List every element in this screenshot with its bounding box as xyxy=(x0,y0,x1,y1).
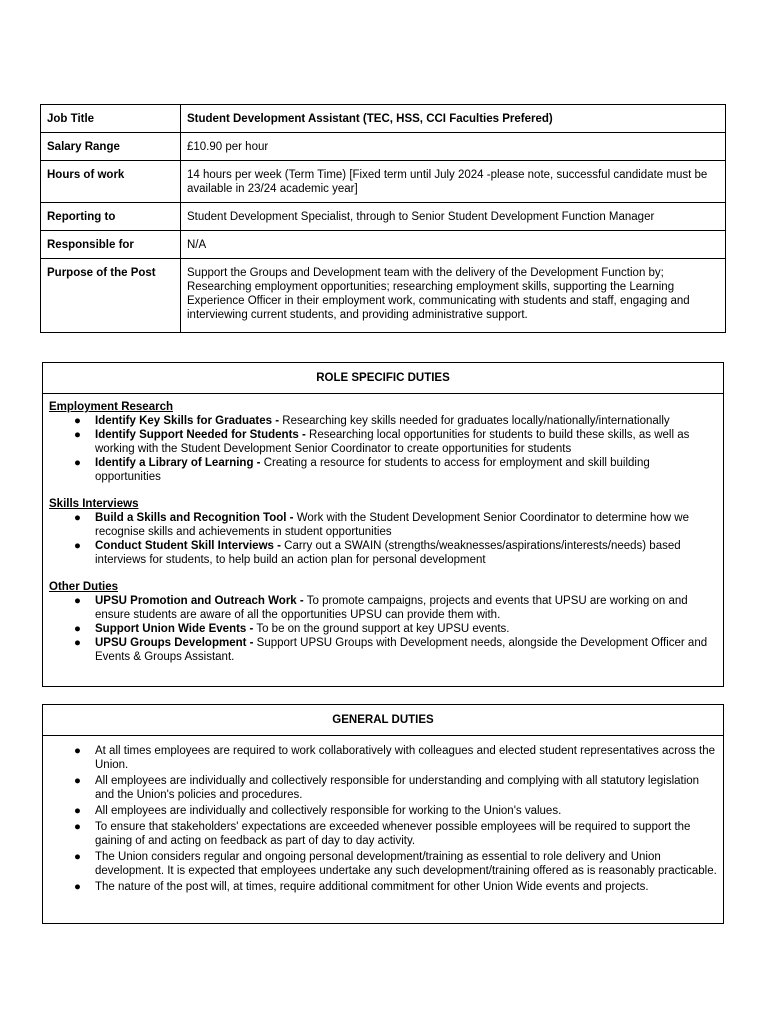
info-value: Support the Groups and Development team with the delivery of the Development Function by; Researching employment opportunities; researching employment skills, supporting the Learning Experience Officer in their employment work, communicating with students and staff, engaging and interviewing current students, and providing administrative support. xyxy=(181,259,726,333)
bullet-icon: ● xyxy=(74,457,81,469)
role-specific-duties-section xyxy=(42,362,724,687)
job-info-table xyxy=(40,104,726,333)
section-body xyxy=(43,736,723,902)
general-duty-text: To ensure that stakeholders' expectations are exceeded whenever possible employees will be required to support the gaining of and acting on feedback as part of day to day activity. xyxy=(95,821,691,847)
list-item xyxy=(49,622,717,636)
info-label: Salary Range xyxy=(41,133,181,161)
info-value: 14 hours per week (Term Time) [Fixed term until July 2024 -please note, successful candidate must be available in 23/24 academic year] xyxy=(181,161,726,203)
duty-title: Conduct Student Skill Interviews - xyxy=(95,540,281,552)
list-item xyxy=(49,414,717,428)
bullet-icon: ● xyxy=(74,851,81,863)
general-duty-text: The nature of the post will, at times, require additional commitment for other Union Wide events and projects. xyxy=(95,881,649,893)
duty-list xyxy=(49,414,717,484)
section-header: ROLE SPECIFIC DUTIES xyxy=(43,363,723,394)
general-duties-section xyxy=(42,704,724,924)
duty-text: Researching key skills needed for graduates locally/nationally/internationally xyxy=(279,415,670,427)
list-item xyxy=(49,511,717,539)
section-header: GENERAL DUTIES xyxy=(43,705,723,736)
bullet-icon: ● xyxy=(74,429,81,441)
bullet-icon: ● xyxy=(74,540,81,552)
list-item xyxy=(49,744,717,772)
info-value: N/A xyxy=(181,231,726,259)
duty-title: Identify Key Skills for Graduates - xyxy=(95,415,280,427)
duty-group-heading: Employment Research xyxy=(49,401,173,413)
bullet-icon: ● xyxy=(74,623,81,635)
duty-group-employment-research xyxy=(49,400,717,484)
info-row-salary-range xyxy=(41,133,726,161)
section-body xyxy=(43,394,723,670)
duty-group-other-duties xyxy=(49,580,717,664)
duty-group-heading: Skills Interviews xyxy=(49,498,139,510)
general-duty-text: All employees are individually and collectively responsible for working to the Union's values. xyxy=(95,805,562,817)
duty-list xyxy=(49,511,717,567)
list-item xyxy=(49,804,717,818)
duty-text: Researching local opportunities for students to build these skills, as well as working with the Student Development Senior Coordinator to create opportunities for students xyxy=(95,429,690,455)
bullet-icon: ● xyxy=(74,775,81,787)
info-value: Student Development Assistant (TEC, HSS, CCI Faculties Prefered) xyxy=(181,105,726,133)
info-row-job-title xyxy=(41,105,726,133)
info-value: Student Development Specialist, through to Senior Student Development Function Manager xyxy=(181,203,726,231)
list-item xyxy=(49,880,717,894)
duty-text: Support UPSU Groups with Development needs, alongside the Development Officer and Events & Groups Assistant. xyxy=(95,637,708,663)
list-item xyxy=(49,428,717,456)
duty-list xyxy=(49,594,717,664)
bullet-icon: ● xyxy=(74,637,81,649)
list-item xyxy=(49,539,717,567)
list-item xyxy=(49,774,717,802)
info-label: Hours of work xyxy=(41,161,181,203)
info-label: Responsible for xyxy=(41,231,181,259)
info-row-responsible-for xyxy=(41,231,726,259)
bullet-icon: ● xyxy=(74,881,81,893)
bullet-icon: ● xyxy=(74,821,81,833)
duty-text: Creating a resource for students to access for employment and skill building opportunities xyxy=(95,457,650,483)
duty-text: Carry out a SWAIN (strengths/weaknesses/aspirations/interests/needs) based interviews for students, to help build an action plan for personal development xyxy=(95,540,681,566)
info-label: Reporting to xyxy=(41,203,181,231)
info-label: Purpose of the Post xyxy=(41,259,181,333)
list-item xyxy=(49,456,717,484)
general-duty-text: The Union considers regular and ongoing personal development/training as essential to role delivery and Union development. It is expected that employees undertake any such development/training offered as is reasonably practicable. xyxy=(95,851,717,877)
info-row-hours-of-work xyxy=(41,161,726,203)
duty-group-skills-interviews xyxy=(49,497,717,567)
list-item xyxy=(49,850,717,878)
list-item xyxy=(49,594,717,622)
duty-text: To be on the ground support at key UPSU events. xyxy=(253,623,510,635)
general-duty-text: At all times employees are required to work collaboratively with colleagues and elected student representatives across the Union. xyxy=(95,745,716,771)
duty-title: UPSU Promotion and Outreach Work - xyxy=(95,595,304,607)
bullet-icon: ● xyxy=(74,512,81,524)
duty-title: Build a Skills and Recognition Tool - xyxy=(95,512,294,524)
duty-group-heading: Other Duties xyxy=(49,581,119,593)
list-item xyxy=(49,820,717,848)
duty-title: Identify a Library of Learning - xyxy=(95,457,261,469)
duty-title: Support Union Wide Events - xyxy=(95,623,254,635)
list-item xyxy=(49,636,717,664)
duty-title: UPSU Groups Development - xyxy=(95,637,254,649)
bullet-icon: ● xyxy=(74,595,81,607)
duty-text: To promote campaigns, projects and events that UPSU are working on and ensure students are aware of all the opportunities UPSU can provide them with. xyxy=(95,595,688,621)
info-row-purpose xyxy=(41,259,726,333)
general-duties-list xyxy=(49,744,717,894)
bullet-icon: ● xyxy=(74,745,81,757)
info-label: Job Title xyxy=(41,105,181,133)
duty-text: Work with the Student Development Senior Coordinator to determine how we recognise skills and achievements in student opportunities xyxy=(95,512,689,538)
bullet-icon: ● xyxy=(74,415,81,427)
bullet-icon: ● xyxy=(74,805,81,817)
info-row-reporting-to xyxy=(41,203,726,231)
general-duty-text: All employees are individually and collectively responsible for understanding and complying with all statutory legislation and the Union's policies and procedures. xyxy=(95,775,700,801)
info-value: £10.90 per hour xyxy=(181,133,726,161)
duty-title: Identify Support Needed for Students - xyxy=(95,429,306,441)
